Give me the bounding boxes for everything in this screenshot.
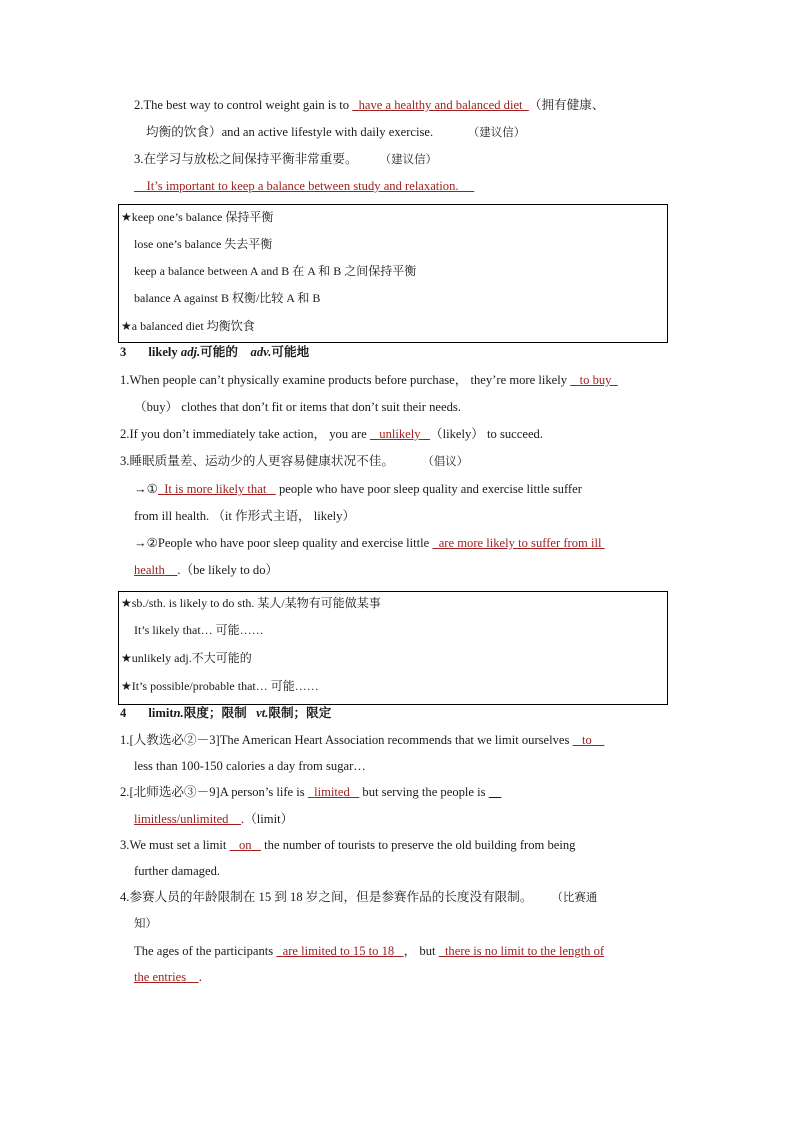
answer-blank: the entries bbox=[134, 970, 187, 984]
answer-blank: have a healthy and balanced diet bbox=[358, 98, 523, 112]
answer-blank: health bbox=[134, 563, 165, 577]
likely-rewrite-1: →① It is more likely that people who have poor sleep quality and exercise little suffer bbox=[134, 482, 582, 496]
limit-exercise-4-tag2: 知） bbox=[134, 916, 157, 930]
source-tag: （比赛通 bbox=[551, 890, 598, 904]
question-text: 均衡的饮食）and an active lifestyle with daily exercise. bbox=[146, 125, 434, 139]
answer-blank: are limited to 15 to 18 bbox=[282, 944, 395, 958]
phrase-item: ★unlikely adj.不大可能的 bbox=[121, 651, 252, 665]
translation-text: （拥有健康、 bbox=[528, 98, 605, 112]
likely-exercise-1-line2: （buy） clothes that don’t fit or items that don’t suit their needs. bbox=[134, 400, 461, 414]
phrase-item: ★a balanced diet 均衡饮食 bbox=[121, 319, 255, 333]
exercise-2 bbox=[134, 97, 604, 113]
limit-exercise-1-line2: less than 100-150 calories a day from sugar… bbox=[134, 759, 366, 773]
exercise-3 bbox=[134, 151, 437, 167]
phrase-box-balance bbox=[118, 204, 668, 343]
phrase-item: lose one’s balance 失去平衡 bbox=[134, 237, 273, 251]
likely-rewrite-2: →②People who have poor sleep quality and exercise little are more likely to suffer from ill bbox=[134, 535, 605, 551]
phrase-box-likely bbox=[118, 591, 668, 705]
source-tag: （建议信） bbox=[467, 125, 526, 139]
limit-exercise-4: 4.参赛人员的年龄限制在 15 到 18 岁之间，但是参赛作品的长度没有限制。 （比赛通 bbox=[120, 890, 598, 904]
limit-exercise-1: 1.[人教选必②－3]The American Heart Association recommends that we limit ourselves to bbox=[120, 732, 604, 748]
phrase-item: ★keep one’s balance 保持平衡 bbox=[121, 210, 274, 224]
answer-blank: there is no limit to the length of bbox=[444, 944, 605, 958]
answer-blank: limited bbox=[314, 785, 350, 799]
answer-blank: to buy bbox=[579, 373, 612, 387]
phrase-item: ★It’s possible/probable that… 可能…… bbox=[121, 679, 319, 693]
phrase-item: keep a balance between A and B 在 A 和 B 之间保持平衡 bbox=[134, 264, 417, 278]
answer-blank: on bbox=[238, 838, 252, 852]
question-text: 3.在学习与放松之间保持平衡非常重要。 bbox=[134, 152, 358, 166]
phrase-item: ★sb./sth. is likely to do sth. 某人/某物有可能做某事 bbox=[121, 596, 381, 610]
phrase-item: balance A against B 权衡/比较 A 和 B bbox=[134, 291, 321, 305]
limit-exercise-2: 2.[北师选必③－9]A person’s life is limited but serving the people is bbox=[120, 785, 489, 799]
phrase-item: It’s likely that… 可能…… bbox=[134, 623, 264, 637]
question-text: 2.The best way to control weight gain is to bbox=[134, 98, 353, 112]
answer-blank: It’s important to keep a balance between study and relaxation. bbox=[146, 179, 459, 193]
limit-exercise-2-line2: limitless/unlimited .（limit） bbox=[134, 812, 294, 826]
likely-rewrite-2-line2: health .（be likely to do） bbox=[134, 563, 279, 577]
section-heading-limit: 4 limitn.限度；限制 vt.限制；限定 bbox=[120, 706, 332, 720]
limit-exercise-4-english-line2: the entries . bbox=[134, 970, 202, 984]
limit-exercise-3: 3.We must set a limit on the number of tourists to preserve the old building from being bbox=[120, 838, 576, 852]
answer-blank: are more likely to suffer from ill bbox=[438, 536, 602, 550]
likely-exercise-3: 3.睡眠质量差、运动少的人更容易健康状况不佳。 （倡议） bbox=[120, 454, 469, 468]
limit-exercise-3-line2: further damaged. bbox=[134, 864, 221, 878]
source-tag: （建议信） bbox=[379, 152, 438, 166]
answer-blank: limitless/unlimited bbox=[134, 812, 229, 826]
answer-blank: unlikely bbox=[379, 427, 421, 441]
likely-rewrite-1-line2: from ill health. （it 作形式主语， likely） bbox=[134, 509, 356, 523]
exercise-2-line2 bbox=[146, 124, 525, 140]
exercise-3-answer bbox=[134, 178, 474, 194]
likely-exercise-2: 2.If you don’t immediately take action， you are unlikely （likely） to succeed. bbox=[120, 427, 543, 441]
likely-exercise-1: 1.When people can’t physically examine products before purchase， they’re more likely to buy bbox=[120, 372, 618, 388]
answer-blank: to bbox=[582, 733, 592, 747]
answer-blank: It is more likely that bbox=[164, 482, 267, 496]
source-tag: （倡议） bbox=[422, 454, 469, 468]
section-heading-likely: 3 likely adj.可能的 adv.可能地 bbox=[120, 345, 310, 359]
limit-exercise-4-english: The ages of the participants are limited to 15 to 18 ， but there is no limit to the length of bbox=[134, 944, 605, 958]
